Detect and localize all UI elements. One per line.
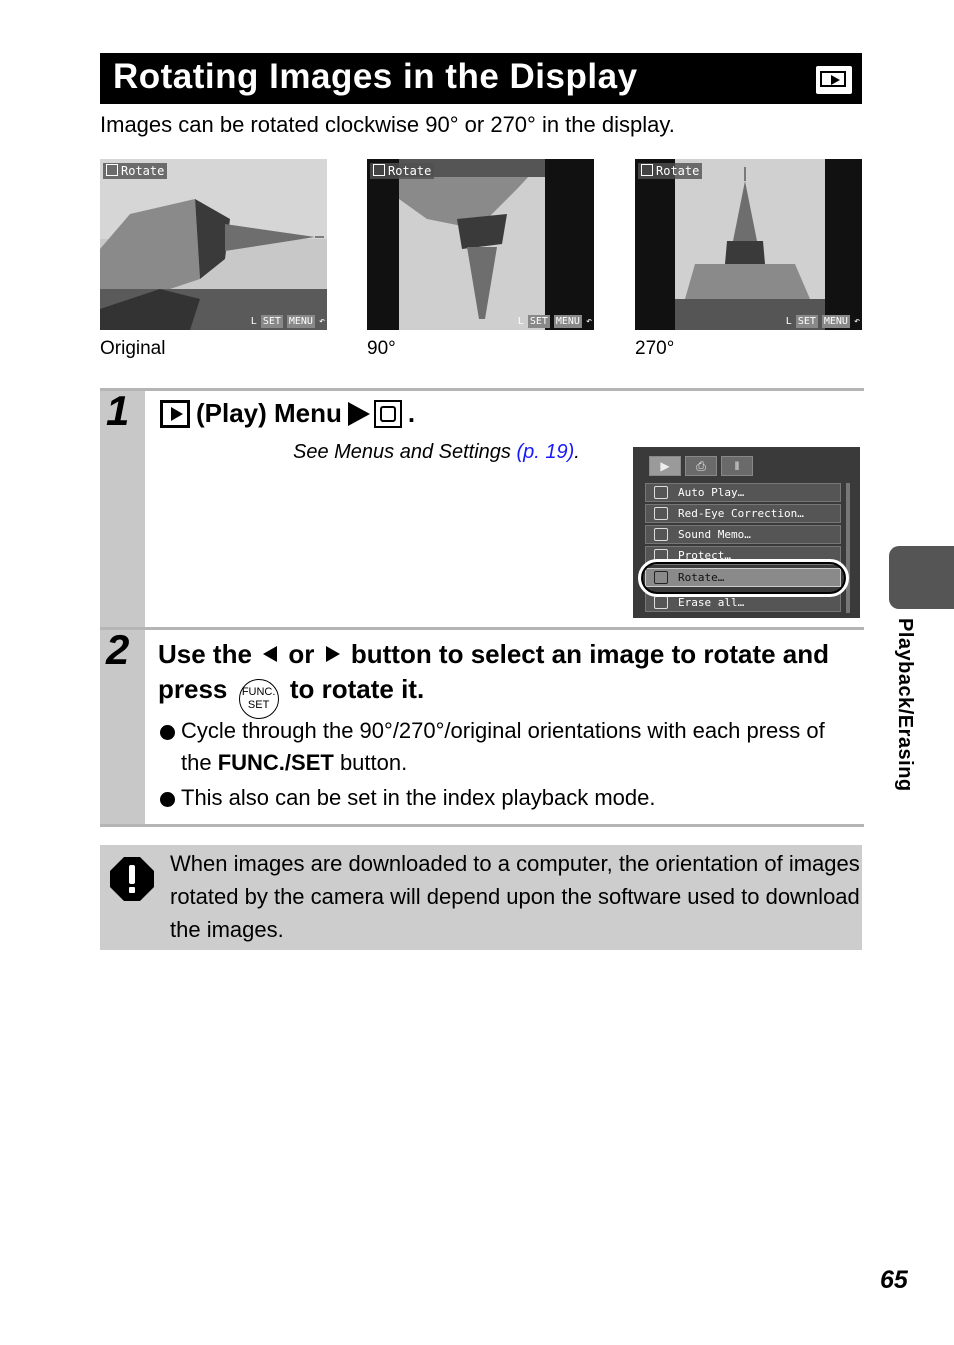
step1-heading <box>160 398 415 429</box>
title-bar <box>100 53 862 104</box>
caution-icon <box>110 857 154 901</box>
bullet-icon <box>160 792 175 807</box>
menu-item: Erase all… <box>645 593 841 612</box>
right-arrow-icon <box>326 646 340 662</box>
page-title: Rotating Images in the Display <box>113 57 638 96</box>
caution-box <box>100 845 862 950</box>
play-icon <box>160 400 190 428</box>
menu-item: Protect… <box>645 546 841 565</box>
menu-item: Sound Memo… <box>645 525 841 544</box>
screen-status-bar: L SET MENU ↶ <box>250 315 325 327</box>
screen-status-bar: L SET MENU ↶ <box>517 315 592 327</box>
step2-heading: Use the or button to select an image to rotate and press FUNC. SET to rotate it. <box>158 637 858 719</box>
step2-bottom-rule <box>100 824 864 827</box>
section-tab <box>889 546 954 609</box>
caution-text: When images are downloaded to a computer, the orientation of images rotated by the camera will depend upon the software used to download the images. <box>170 851 860 942</box>
page-number: 65 <box>880 1266 908 1294</box>
step2-number: 2 <box>106 626 130 673</box>
section-label: Playback/Erasing <box>894 618 916 792</box>
step2-sidebar <box>100 626 145 824</box>
print-tab-icon: ⎙ <box>685 456 717 476</box>
rotate-icon <box>374 400 402 428</box>
screenshot-270 <box>635 159 862 330</box>
func-set-button-icon: FUNC. SET <box>239 679 279 719</box>
screenshot-original <box>100 159 327 330</box>
rotate-label: Rotate <box>638 163 702 179</box>
bullet-item: Cycle through the 90°/270°/original orientations with each press of the FUNC./SET button. <box>160 715 850 779</box>
rotate-label: Rotate <box>370 163 434 179</box>
menu-item: Auto Play… <box>645 483 841 502</box>
selection-highlight <box>638 559 849 597</box>
screenshot-90 <box>367 159 594 330</box>
caption-original: Original <box>100 338 166 359</box>
caption-270: 270° <box>635 338 675 359</box>
page-link[interactable]: (p. 19) <box>516 441 575 463</box>
screen-status-bar: L SET MENU ↶ <box>785 315 860 327</box>
menu-item-rotate: Rotate… <box>645 568 841 587</box>
setup-tab-icon: ǁ <box>721 456 753 476</box>
step1-top-rule <box>100 388 864 391</box>
see-menus-ref: See Menus and Settings (p. 19). <box>293 441 580 463</box>
play-mode-icon <box>816 66 852 94</box>
play-tab-icon: ▶ <box>649 456 681 476</box>
caption-90: 90° <box>367 338 396 359</box>
rotate-label: Rotate <box>103 163 167 179</box>
arrow-right-icon <box>348 402 370 426</box>
left-arrow-icon <box>263 646 277 662</box>
step1-heading-end: . <box>407 398 416 428</box>
step1-number: 1 <box>106 387 130 434</box>
menu-item: Red-Eye Correction… <box>645 504 841 523</box>
intro-text: Images can be rotated clockwise 90° or 270° in the display. <box>100 112 675 137</box>
bullet-item: This also can be set in the index playback mode. <box>160 782 850 814</box>
step1-sidebar <box>100 387 145 627</box>
step2-top-rule <box>100 627 864 630</box>
step1-heading-text: (Play) Menu <box>196 398 342 428</box>
bullet-icon <box>160 725 175 740</box>
menu-scrollbar <box>846 483 850 613</box>
menu-tabs <box>649 456 753 476</box>
menu-screenshot <box>633 447 860 618</box>
